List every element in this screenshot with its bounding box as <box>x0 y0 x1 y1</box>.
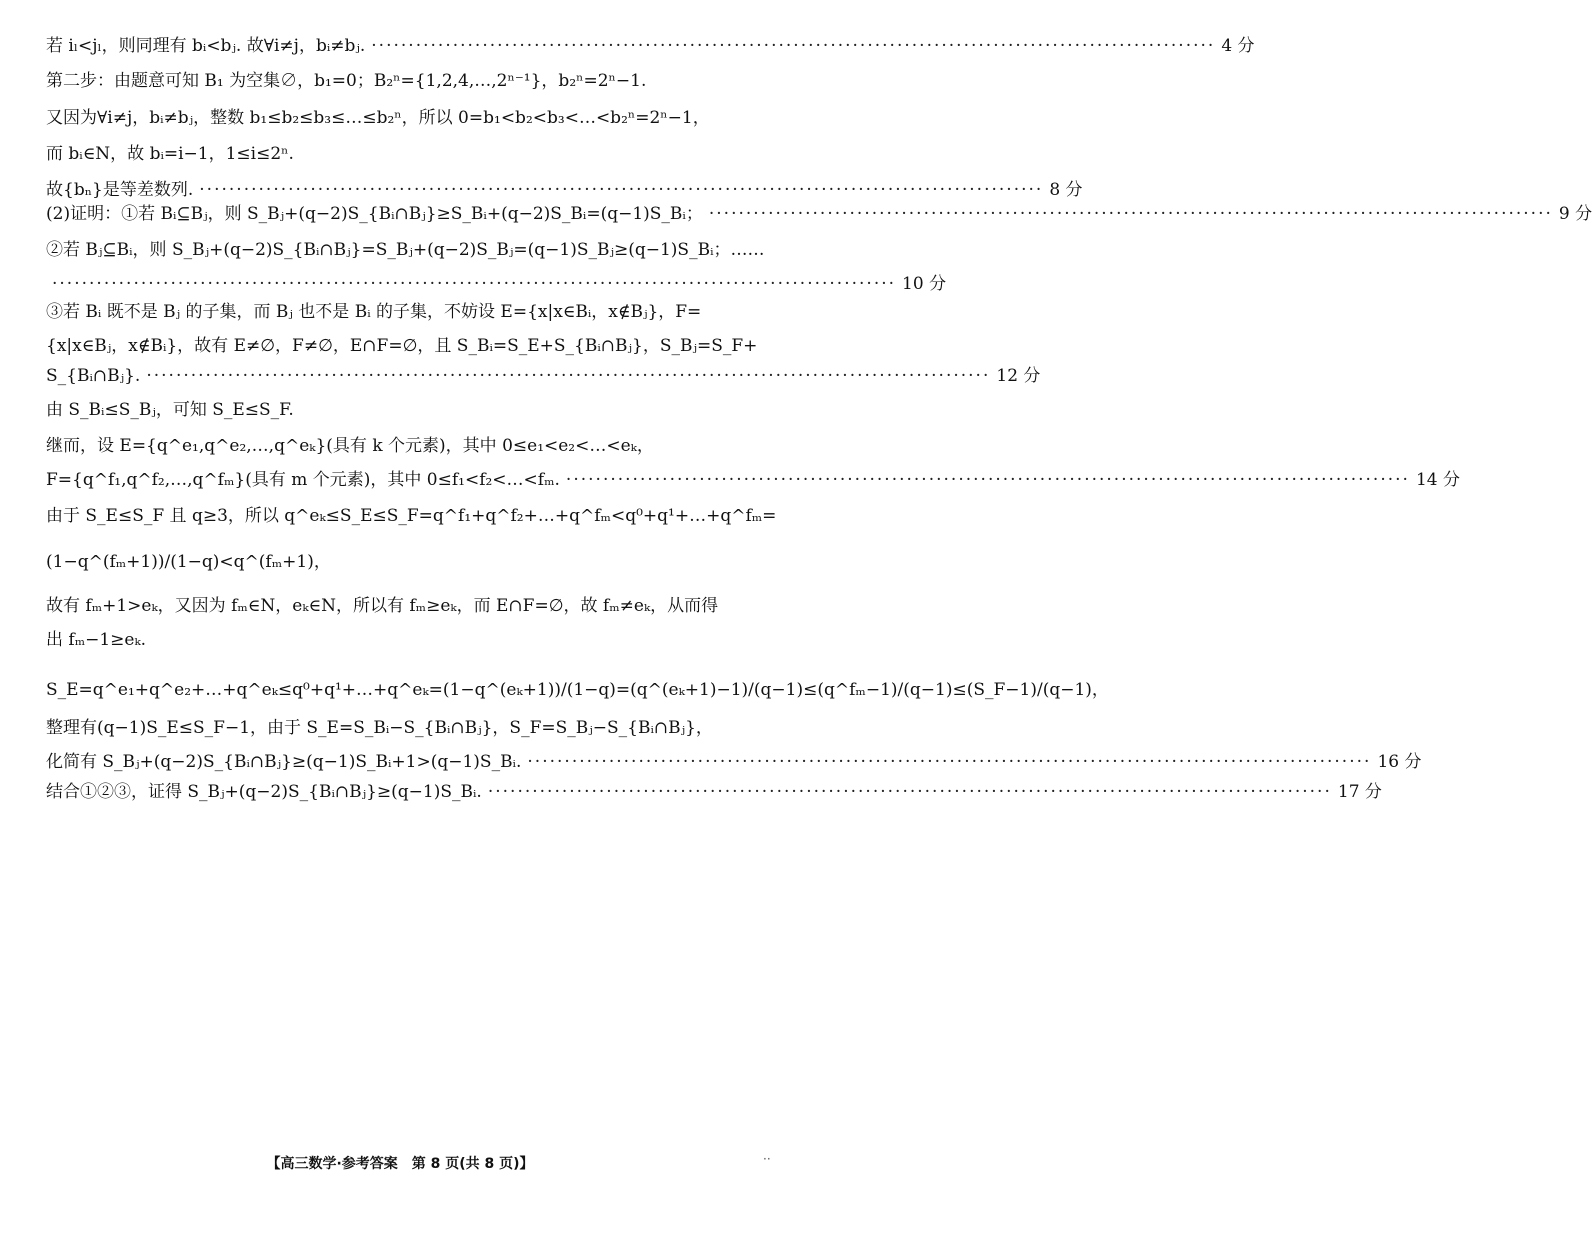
text-line-17: 故有 fₘ+1>eₖ，又因为 fₘ∈N，eₖ∈N，所以有 fₘ≥eₖ，而 E∩F=∅，故 fₘ≠eₖ，从而得 <box>46 596 719 616</box>
text-line-8 <box>46 272 947 296</box>
dot-leader: ·················································································································· <box>371 36 1216 56</box>
text-line-10: {x|x∈Bⱼ，x∉Bᵢ}，故有 E≠∅，F≠∅，E∩F=∅，且 S_Bᵢ=S_E+S_{Bᵢ∩Bⱼ}，S_Bⱼ=S_F+ <box>46 336 758 356</box>
dot-leader: ·················································································································· <box>199 180 1044 200</box>
text-line-6: (2)证明：①若 Bᵢ⊆Bⱼ，则 S_Bⱼ+(q−2)S_{Bᵢ∩Bⱼ}≥S_Bᵢ+(q−2)S_Bᵢ=(q−1)S_Bᵢ； ·················································································································· 9 分 <box>46 204 1592 224</box>
text-line-22: 结合①②③，证得 S_Bⱼ+(q−2)S_{Bᵢ∩Bⱼ}≥(q−1)S_Bᵢ. ·················································································································· 17 分 <box>46 782 1382 802</box>
score-label: 14 分 <box>1415 470 1461 490</box>
text-line-19: S_E=q^e₁+q^e₂+…+q^eₖ≤q⁰+q¹+…+q^eₖ=(1−q^(eₖ+1))/(1−q)=(q^(eₖ+1)−1)/(q−1)≤(q^fₘ−1)/(q−1)≤(S_F−1)/(q−1)， <box>46 680 1109 700</box>
text-line-11: S_{Bᵢ∩Bⱼ}. ·················································································································· 12 分 <box>46 366 1041 386</box>
text-line-16: (1−q^(fₘ+1))/(1−q)<q^(fₘ+1)， <box>46 552 331 572</box>
text-line-18: 出 fₘ−1≥eₖ. <box>46 630 147 650</box>
text-line-1: 若 iₗ<jₗ，则同理有 bᵢ<bⱼ. 故∀i≠j，bᵢ≠bⱼ. ·················································································································· 4 分 <box>46 36 1255 56</box>
corner-mark: ·· <box>763 1152 771 1166</box>
dot-leader: ·················································································································· <box>565 470 1410 490</box>
text-line-4: 而 bᵢ∈N，故 bᵢ=i−1，1≤i≤2ⁿ. <box>46 144 294 164</box>
text-line-15: 由于 S_E≤S_F 且 q≥3，所以 q^eₖ≤S_E≤S_F=q^f₁+q^f₂+…+q^fₘ<q⁰+q¹+…+q^fₘ= <box>46 506 777 526</box>
score-label: 4 分 <box>1221 36 1255 56</box>
score-label: 16 分 <box>1377 752 1422 772</box>
text-line-12: 由 S_Bᵢ≤S_Bⱼ，可知 S_E≤S_F. <box>46 400 294 420</box>
dot-leader: ·················································································································· <box>708 204 1553 224</box>
text-line-14: F={q^f₁,q^f₂,…,q^fₘ}(具有 m 个元素)，其中 0≤f₁<f₂<…<fₘ. ·················································································································· 14 分 <box>46 470 1461 490</box>
text-line-21: 化简有 S_Bⱼ+(q−2)S_{Bᵢ∩Bⱼ}≥(q−1)S_Bᵢ+1>(q−1)S_Bᵢ. ·················································································································· 16 分 <box>46 752 1422 772</box>
dot-leader: ·················································································································· <box>527 752 1372 772</box>
text-line-5: 故{bₙ}是等差数列. ·················································································································· 8 分 <box>46 180 1083 200</box>
score-label: 8 分 <box>1049 180 1083 200</box>
score-label: 17 分 <box>1337 782 1382 802</box>
text-line-2: 第二步：由题意可知 B₁ 为空集∅，b₁=0；B₂ⁿ={1,2,4,…,2ⁿ⁻¹}，b₂ⁿ=2ⁿ−1. <box>46 71 647 91</box>
dot-leader: ·················································································································· <box>146 366 991 386</box>
page-footer: 【高三数学·参考答案 第 8 页(共 8 页)】 <box>266 1156 534 1172</box>
text-line-7: ②若 Bⱼ⊆Bᵢ，则 S_Bⱼ+(q−2)S_{Bᵢ∩Bⱼ}=S_Bⱼ+(q−2)S_Bⱼ=(q−1)S_Bⱼ≥(q−1)S_Bᵢ；…… <box>46 240 765 260</box>
dot-leader: ·················································································································· <box>487 782 1332 802</box>
text-line-3: 又因为∀i≠j，bᵢ≠bⱼ，整数 b₁≤b₂≤b₃≤…≤b₂ⁿ，所以 0=b₁<b₂<b₃<…<b₂ⁿ=2ⁿ−1， <box>46 108 710 128</box>
score-label: 9 分 <box>1558 204 1592 224</box>
dot-leader: ·················································································································· <box>52 274 897 294</box>
text-line-9: ③若 Bᵢ 既不是 Bⱼ 的子集，而 Bⱼ 也不是 Bᵢ 的子集，不妨设 E={x|x∈Bᵢ，x∉Bⱼ}，F= <box>46 302 702 322</box>
text-line-13: 继而，设 E={q^e₁,q^e₂,…,q^eₖ}(具有 k 个元素)，其中 0≤e₁<e₂<…<eₖ， <box>46 436 654 456</box>
score-label: 10 分 <box>902 274 947 294</box>
score-label: 12 分 <box>996 366 1041 386</box>
text-line-20: 整理有(q−1)S_E≤S_F−1，由于 S_E=S_Bᵢ−S_{Bᵢ∩Bⱼ}，S_F=S_Bⱼ−S_{Bᵢ∩Bⱼ}， <box>46 718 713 738</box>
